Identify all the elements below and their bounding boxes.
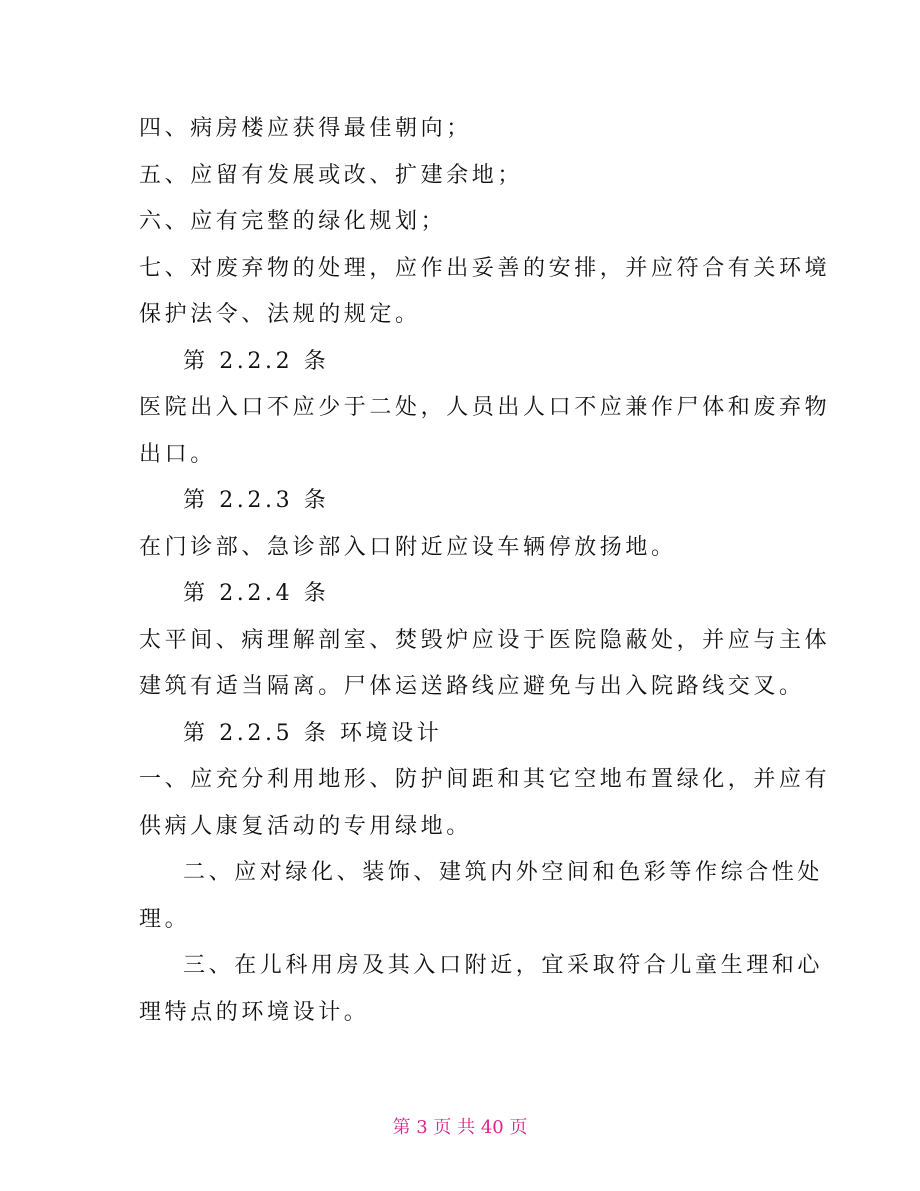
text-line: 五、应留有发展或改、扩建余地； bbox=[139, 162, 524, 188]
text-line: 三、在儿科用房及其入口附近，宜采取符合儿童生理和心 bbox=[183, 953, 824, 978]
text-line: 理特点的环境设计。 bbox=[139, 999, 370, 1025]
text-line: 建筑有适当隔离。尸体运送路线应避免与出入院路线交叉。 bbox=[139, 674, 805, 699]
text-line: 一、应充分利用地形、防护间距和其它空地布置绿化，并应有 bbox=[139, 767, 831, 792]
text-line: 太平间、病理解剖室、焚毁炉应设于医院隐蔽处，并应与主体 bbox=[139, 627, 831, 653]
article-heading: 第 2.2.3 条 bbox=[183, 488, 330, 513]
text-line: 保护法令、法规的规定。 bbox=[139, 302, 421, 327]
text-line: 六、应有完整的绿化规划； bbox=[139, 209, 447, 234]
text-line: 七、对废弃物的处理，应作出妥善的安排，并应符合有关环境 bbox=[139, 255, 831, 281]
article-heading: 第 2.2.2 条 bbox=[183, 348, 330, 374]
text-line: 在门诊部、急诊部入口附近应设车辆停放扬地。 bbox=[139, 534, 677, 560]
text-line: 二、应对绿化、装饰、建筑内外空间和色彩等作综合性处 bbox=[183, 860, 824, 885]
text-line: 四、病房楼应获得最佳朝向； bbox=[139, 116, 472, 141]
text-line: 出口。 bbox=[139, 441, 216, 467]
text-line: 理。 bbox=[139, 906, 191, 932]
text-line: 医院出入口不应少于二处，人员出人口不应兼作尸体和废弃物 bbox=[139, 395, 831, 420]
text-line: 供病人康复活动的专用绿地。 bbox=[139, 813, 472, 839]
article-heading: 第 2.2.5 条 环境设计 bbox=[183, 720, 443, 746]
page-number-footer: 第 3 页 共 40 页 bbox=[392, 1117, 528, 1138]
document-body bbox=[139, 106, 831, 1036]
article-heading: 第 2.2.4 条 bbox=[183, 581, 330, 606]
